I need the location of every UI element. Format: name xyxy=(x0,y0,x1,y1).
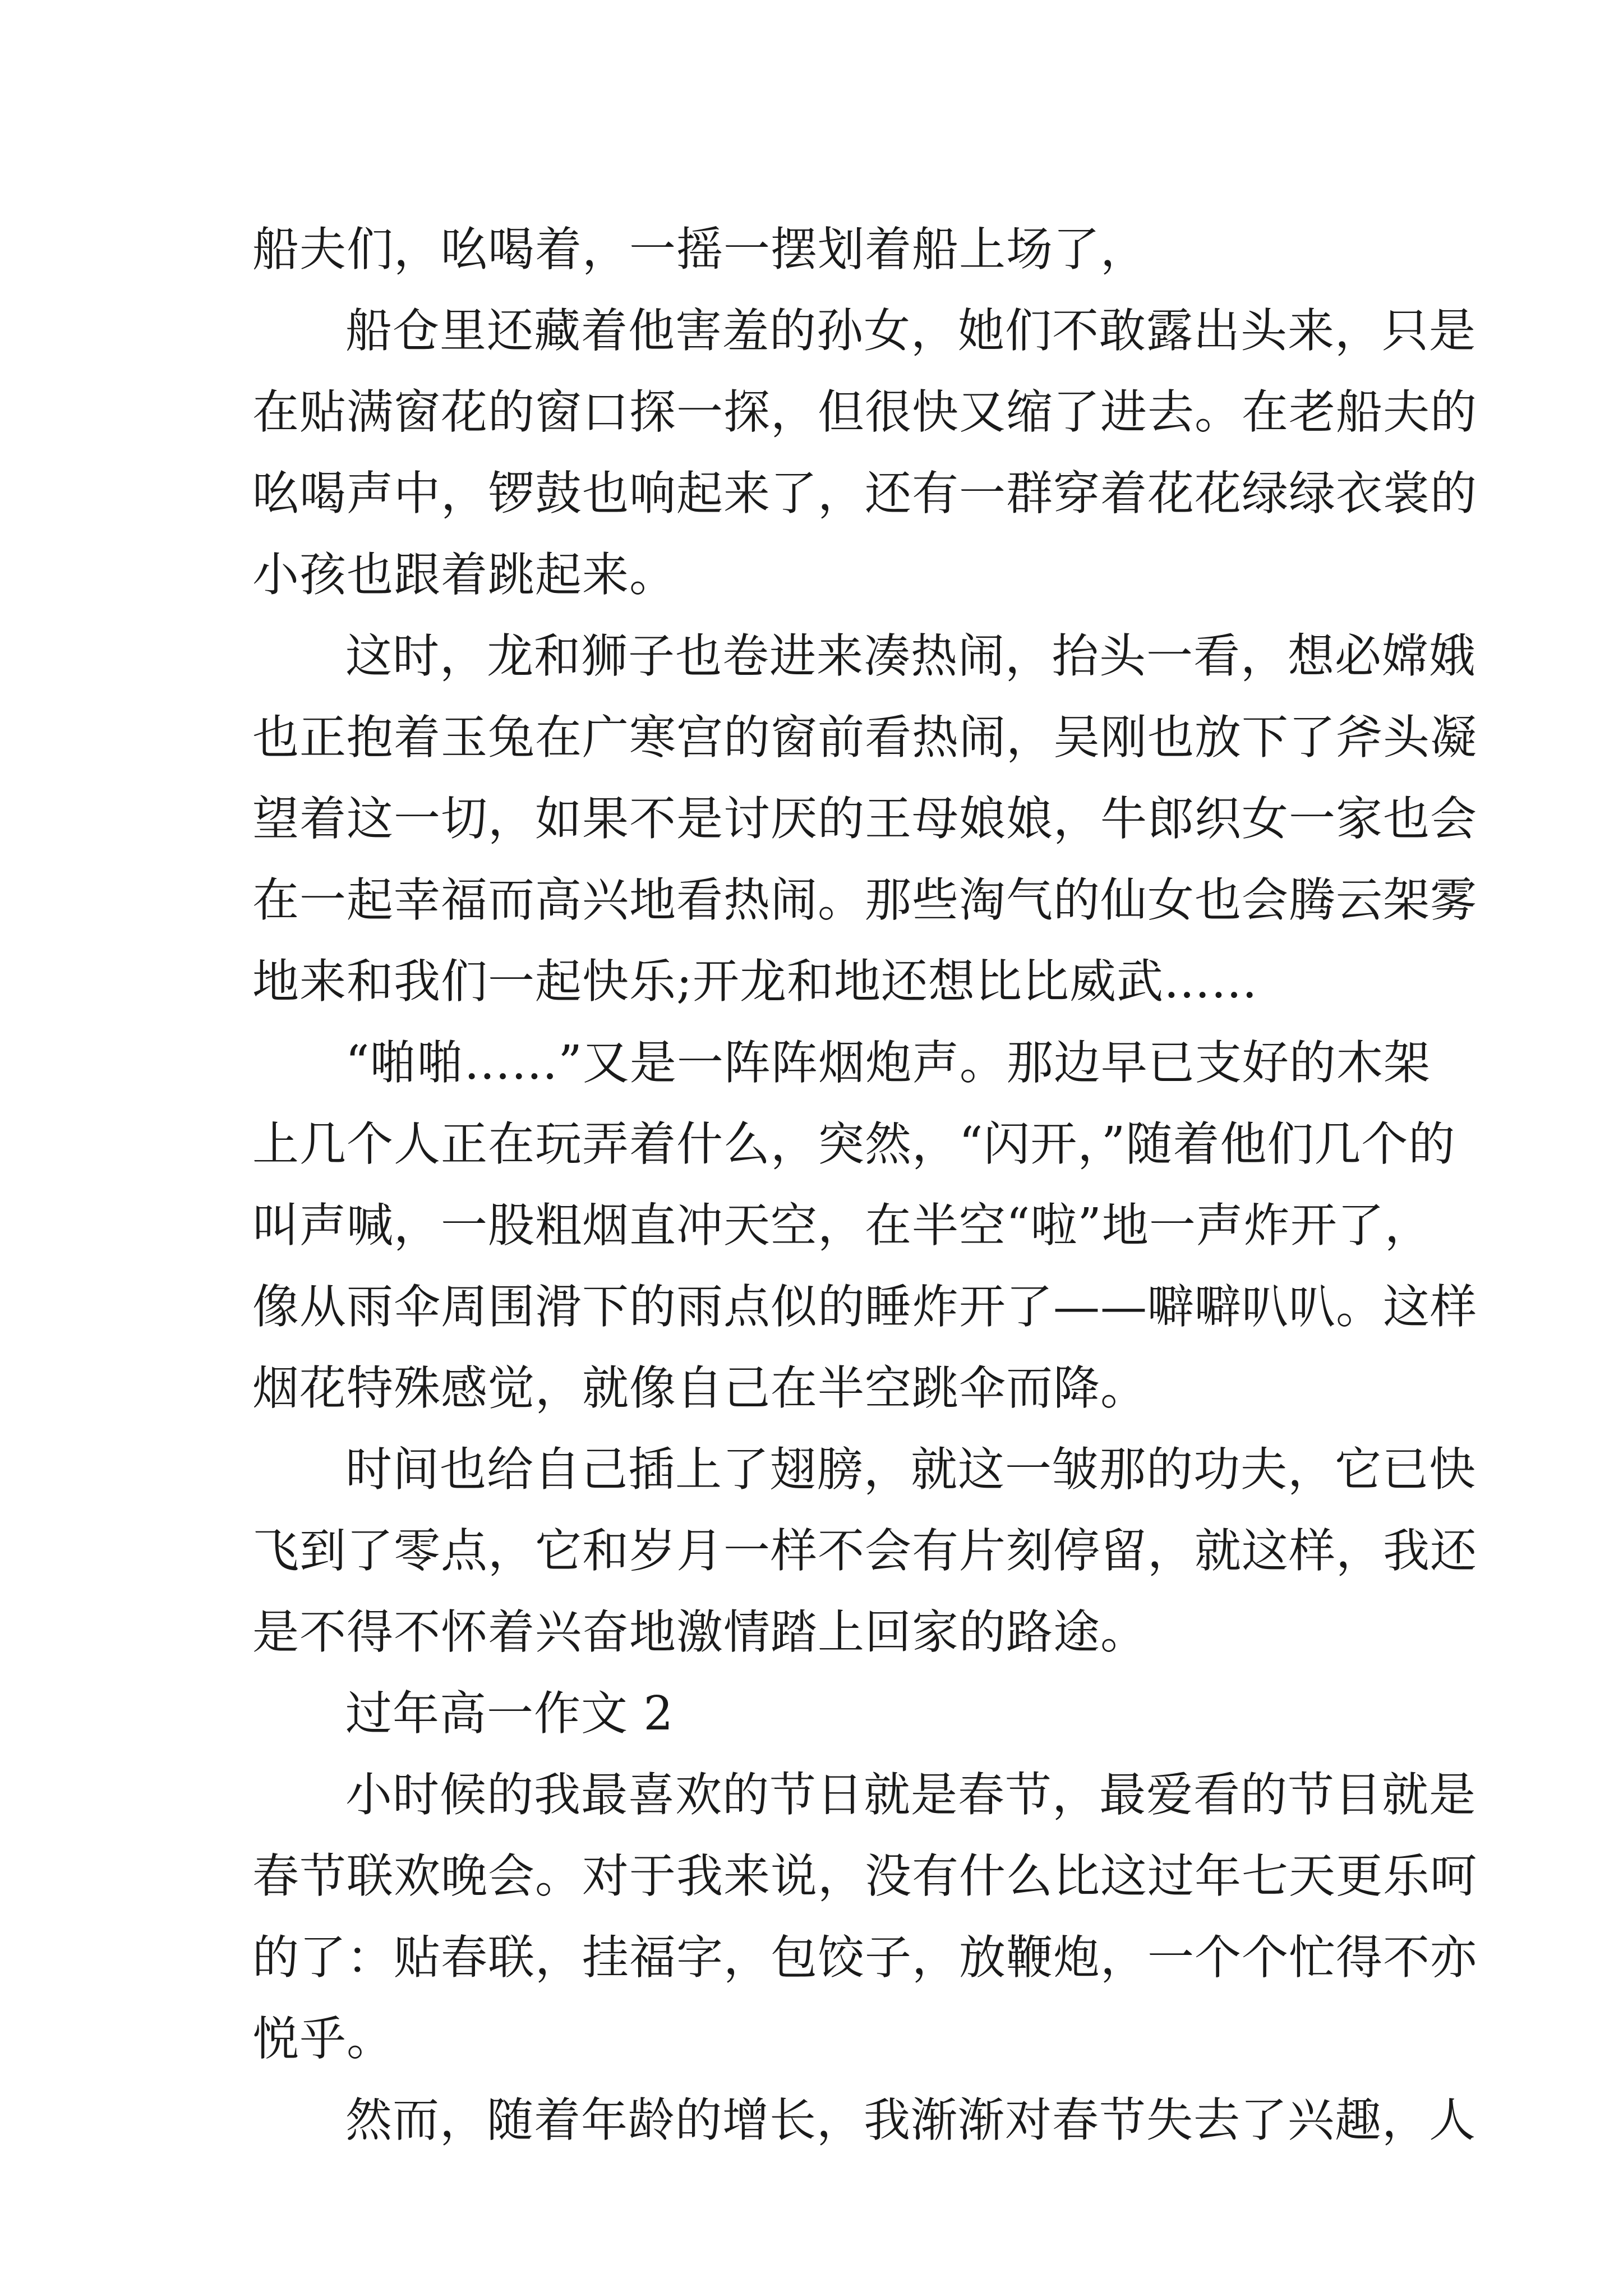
text-line: 船仓里还藏着他害羞的孙女，她们不敢露出头来，只是 xyxy=(345,303,1476,358)
heading-text: 过年高一作文 2 xyxy=(345,1686,674,1741)
text-line: 是不得不怀着兴奋地激情踏上回家的路途。 xyxy=(252,1605,1147,1659)
text-line: “啪啪……”又是一阵阵烟炮声。那边早已支好的木架 xyxy=(345,1036,1431,1090)
text-line: 像从雨伞周围滑下的雨点似的睡炸开了——噼噼叭叭。这样 xyxy=(252,1280,1477,1334)
text-line: 小时候的我最喜欢的节日就是春节，最爱看的节目就是 xyxy=(345,1768,1476,1822)
text-line: 烟花特殊感觉，就像自己在半空跳伞而降。 xyxy=(252,1361,1147,1415)
text-line: 在一起幸福而高兴地看热闹。那些淘气的仙女也会腾云架雾 xyxy=(252,873,1477,927)
text-line: 春节联欢晚会。对于我来说，没有什么比这过年七天更乐呵 xyxy=(252,1849,1477,1903)
text-line: 吆喝声中，锣鼓也响起来了，还有一群穿着花花绿绿衣裳的 xyxy=(252,466,1477,521)
paragraph-7 xyxy=(252,2079,1476,2161)
text-line: 这时，龙和狮子也卷进来凑热闹，抬头一看，想必嫦娥 xyxy=(345,629,1476,683)
paragraph-2 xyxy=(252,290,1477,615)
text-line: 悦乎。 xyxy=(252,2012,394,2066)
paragraph-6 xyxy=(252,1754,1477,2079)
text-line: 的了：贴春联，挂福字，包饺子，放鞭炮，一个个忙得不亦 xyxy=(252,1930,1477,1985)
text-line: 上几个人正在玩弄着什么，突然，“闪开，”随着他们几个的 xyxy=(252,1117,1456,1171)
document-body xyxy=(252,209,1477,2161)
paragraph-4 xyxy=(252,1022,1477,1429)
text-line: 地来和我们一起快乐;开龙和地还想比比威武…… xyxy=(252,954,1258,1009)
text-line: 船夫们，吆喝着，一摇一摆划着船上场了， xyxy=(252,222,1147,277)
text-line: 望着这一切，如果不是讨厌的王母娘娘，牛郎织女一家也会 xyxy=(252,792,1477,846)
text-line: 时间也给自己插上了翅膀，就这一皱那的功夫，它已快 xyxy=(345,1442,1476,1497)
section-heading xyxy=(252,1673,1380,1754)
text-line: 然而，随着年龄的增长，我渐渐对春节失去了兴趣，人 xyxy=(345,2093,1476,2147)
text-line: 在贴满窗花的窗口探一探，但很快又缩了进去。在老船夫的 xyxy=(252,385,1477,439)
text-line: 也正抱着玉兔在广寒宫的窗前看热闹，吴刚也放下了斧头凝 xyxy=(252,710,1477,765)
paragraph-5 xyxy=(252,1429,1477,1673)
text-line: 叫声喊，一股粗烟直冲天空，在半空“啦”地一声炸开了， xyxy=(252,1198,1432,1253)
paragraph-1 xyxy=(252,209,1380,290)
paragraph-3 xyxy=(252,615,1477,1022)
text-line: 小孩也跟着跳起来。 xyxy=(252,547,676,602)
text-line: 飞到了零点，它和岁月一样不会有片刻停留，就这样，我还 xyxy=(252,1524,1477,1578)
